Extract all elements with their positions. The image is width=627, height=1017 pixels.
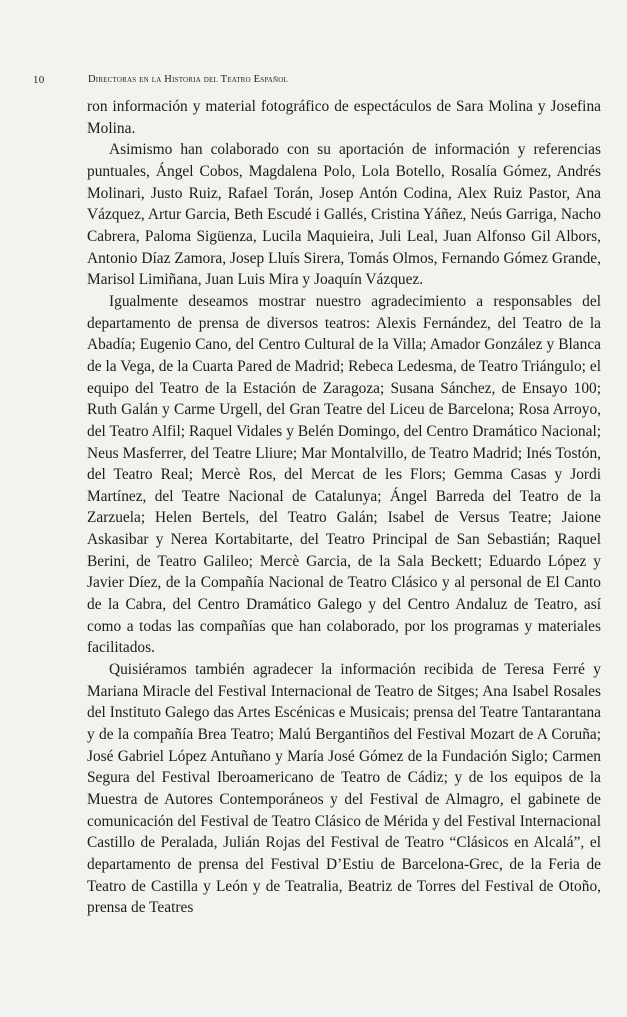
- page-number: 10: [33, 74, 45, 86]
- paragraph-festivals: Quisiéramos también agradecer la información recibida de Teresa Ferré y Mariana Miracle del Festival Internacional de Teatro de Sitges; Ana Isabel Rosales del Instituto Galego das Artes Escénicas e Musicais; prensa del Teatre Tantarantana y de la compañía Brea Teatro; Malú Bergantiños del Festival Mozart de A Coruña; José Gabriel López Antuñano y María José Gómez de la Fundación Siglo; Carmen Segura del Festival Iberoamericano de Teatro de Cádiz; y de los equipos de la Muestra de Autores Contemporáneos y del Festival de Almagro, el gabinete de comunicación del Festival de Teatro Clásico de Mérida y del Festival Internacional Castillo de Peralada, Julián Rojas del Festival de Teatro “Clásicos en Alcalá”, el departamento de prensa del Festival D’Estiu de Barcelona-Grec, de la Feria de Teatro de Castilla y León y de Teatralia, Beatriz de Torres del Festival de Otoño, prensa de Teatres: [87, 661, 601, 917]
- paragraph-continuation: ron información y material fotográfico de espectáculos de Sara Molina y Josefina Molina.: [87, 98, 601, 137]
- paragraph-collaborators: Asimismo han colaborado con su aportación de información y referencias puntuales, Ángel Cobos, Magdalena Polo, Lola Botello, Rosalía Gómez, Andrés Molinari, Justo Ruiz, Rafael Torán, Josep Antón Codina, Alex Ruiz Pastor, Ana Vázquez, Artur Garcia, Beth Escudé i Gallés, Cristina Yáñez, Neús Garriga, Nacho Cabrera, Paloma Sigüenza, Lucila Maquieira, Juli Leal, Juan Alfonso Gil Albors, Antonio Díaz Zamora, Josep Lluís Sirera, Tomás Olmos, Fernando Gómez Grande, Marisol Limiñana, Juan Luis Mira y Joaquín Vázquez.: [87, 141, 601, 289]
- running-title: Directoras en la Historia del Teatro Español: [88, 74, 289, 85]
- body-text: [87, 96, 601, 919]
- running-head: [33, 74, 593, 90]
- paragraph-press-departments: Igualmente deseamos mostrar nuestro agradecimiento a responsables del departamento de prensa de diversos teatros: Alexis Fernández, del Teatro de la Abadía; Eugenio Cano, del Centro Cultural de la Villa; Amador González y Blanca de la Vega, de la Cuarta Pared de Madrid; Rebeca Ledesma, de Teatro Triángulo; el equipo del Teatro de la Estación de Zaragoza; Susana Sánchez, de Ensayo 100; Ruth Galán y Carme Urgell, del Gran Teatre del Liceu de Barcelona; Rosa Arroyo, del Teatro Alfil; Raquel Vidales y Belén Domingo, del Centro Dramático Nacional; Neus Masferrer, del Teatre Lliure; Mar Montalvillo, de Teatro Madrid; Inés Tostón, del Teatro Real; Mercè Ros, del Mercat de les Flors; Gemma Casas y Jordi Martínez, del Teatre Nacional de Catalunya; Ángel Barreda del Teatro de la Zarzuela; Helen Bertels, del Teatro Galán; Isabel de Versus Teatre; Jaione Askasibar y Nerea Kortabitarte, del Teatro Principal de San Sebastián; Raquel Berini, de Teatro Galileo; Mercè Garcia, de la Sala Beckett; Eduardo López y Javier Díez, de la Compañía Nacional de Teatro Clásico y al personal de El Canto de la Cabra, del Centro Dramático Galego y del Centro Andaluz de Teatro, así como a todas las compañías que han colaborado, por los programas y materiales facilitados.: [87, 292, 601, 657]
